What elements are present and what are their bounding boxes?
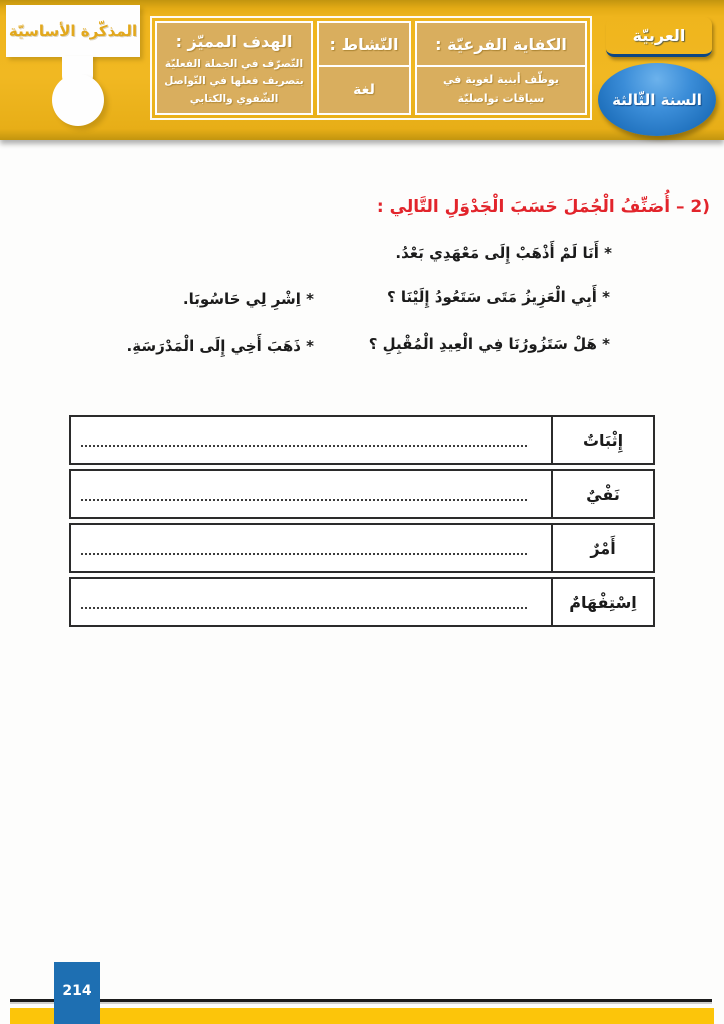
dotted-answer-line	[81, 607, 527, 609]
year-badge	[598, 63, 716, 136]
competency-box	[415, 21, 587, 115]
row-label-affirmation: إِثْبَاتٌ	[551, 417, 653, 463]
activity-body: لغة	[353, 82, 375, 98]
classification-table	[69, 415, 655, 627]
competency-title: الكفاية الفرعيّة :	[417, 23, 585, 67]
dotted-answer-line	[81, 553, 527, 555]
objective-body: التّصرّف في الجملة الفعليّة بتصريف فعلها في التّواصل الشّفوي والكتابي	[164, 58, 304, 105]
answer-cell[interactable]	[71, 471, 551, 517]
objective-box	[155, 21, 313, 115]
sentence-item: * اِشْرِ لِي حَاسُوبَا.	[182, 290, 314, 308]
dotted-answer-line	[81, 445, 527, 447]
table-row	[69, 415, 655, 465]
row-label-negation: نَفْيٌ	[551, 471, 653, 517]
subject-badge	[606, 17, 712, 57]
table-row	[69, 523, 655, 573]
dotted-answer-line	[81, 499, 527, 501]
activity-title: النّشاط :	[319, 23, 409, 67]
competency-body: يوظّف أبنية لغوية في سياقات تواصليّة	[443, 73, 559, 105]
header-band	[0, 0, 724, 140]
memo-pin-circle-shape	[52, 74, 104, 126]
subject-badge-label: العربيّة	[632, 26, 686, 45]
memo-label-box	[6, 5, 140, 57]
answer-cell[interactable]	[71, 579, 551, 625]
info-boxes-group	[150, 16, 592, 120]
page-number-tab	[54, 962, 100, 1024]
objective-title: الهدف المميّز :	[175, 31, 293, 51]
answer-cell[interactable]	[71, 525, 551, 571]
footer-rule-line	[10, 999, 712, 1002]
sentence-item: * أَبِي الْعَزِيزُ مَتَى سَتَعُودُ إِلَيْنَا ؟	[386, 288, 610, 306]
sentence-item: * أَنَا لَمْ أَذْهَبْ إِلَى مَعْهَدِي بَعْدُ.	[395, 244, 612, 262]
sentence-item: * هَلْ سَتَزُورُنَا فِي الْعِيدِ الْمُقْبِلِ ؟	[368, 335, 610, 353]
footer-yellow-bar	[10, 1008, 714, 1024]
exercise-title-text: – أُصَنِّفُ الْجُمَلَ حَسَبَ الْجَدْوَلِ التَّالِي :	[376, 197, 685, 217]
exercise-heading	[377, 197, 710, 217]
page-number: 214	[62, 983, 92, 999]
answer-cell[interactable]	[71, 417, 551, 463]
table-row	[69, 469, 655, 519]
table-row	[69, 577, 655, 627]
row-label-imperative: أَمْرٌ	[551, 525, 653, 571]
memo-label: المذكّرة الأساسيّة	[8, 22, 138, 40]
year-badge-label: السنة الثّالثة	[612, 90, 702, 109]
activity-box	[317, 21, 411, 115]
row-label-interrogation: اِسْتِفْهَامٌ	[551, 579, 653, 625]
exercise-number: 2)	[690, 197, 710, 217]
sentence-item: * ذَهَبَ أَخِي إِلَى الْمَدْرَسَةِ.	[126, 337, 314, 355]
